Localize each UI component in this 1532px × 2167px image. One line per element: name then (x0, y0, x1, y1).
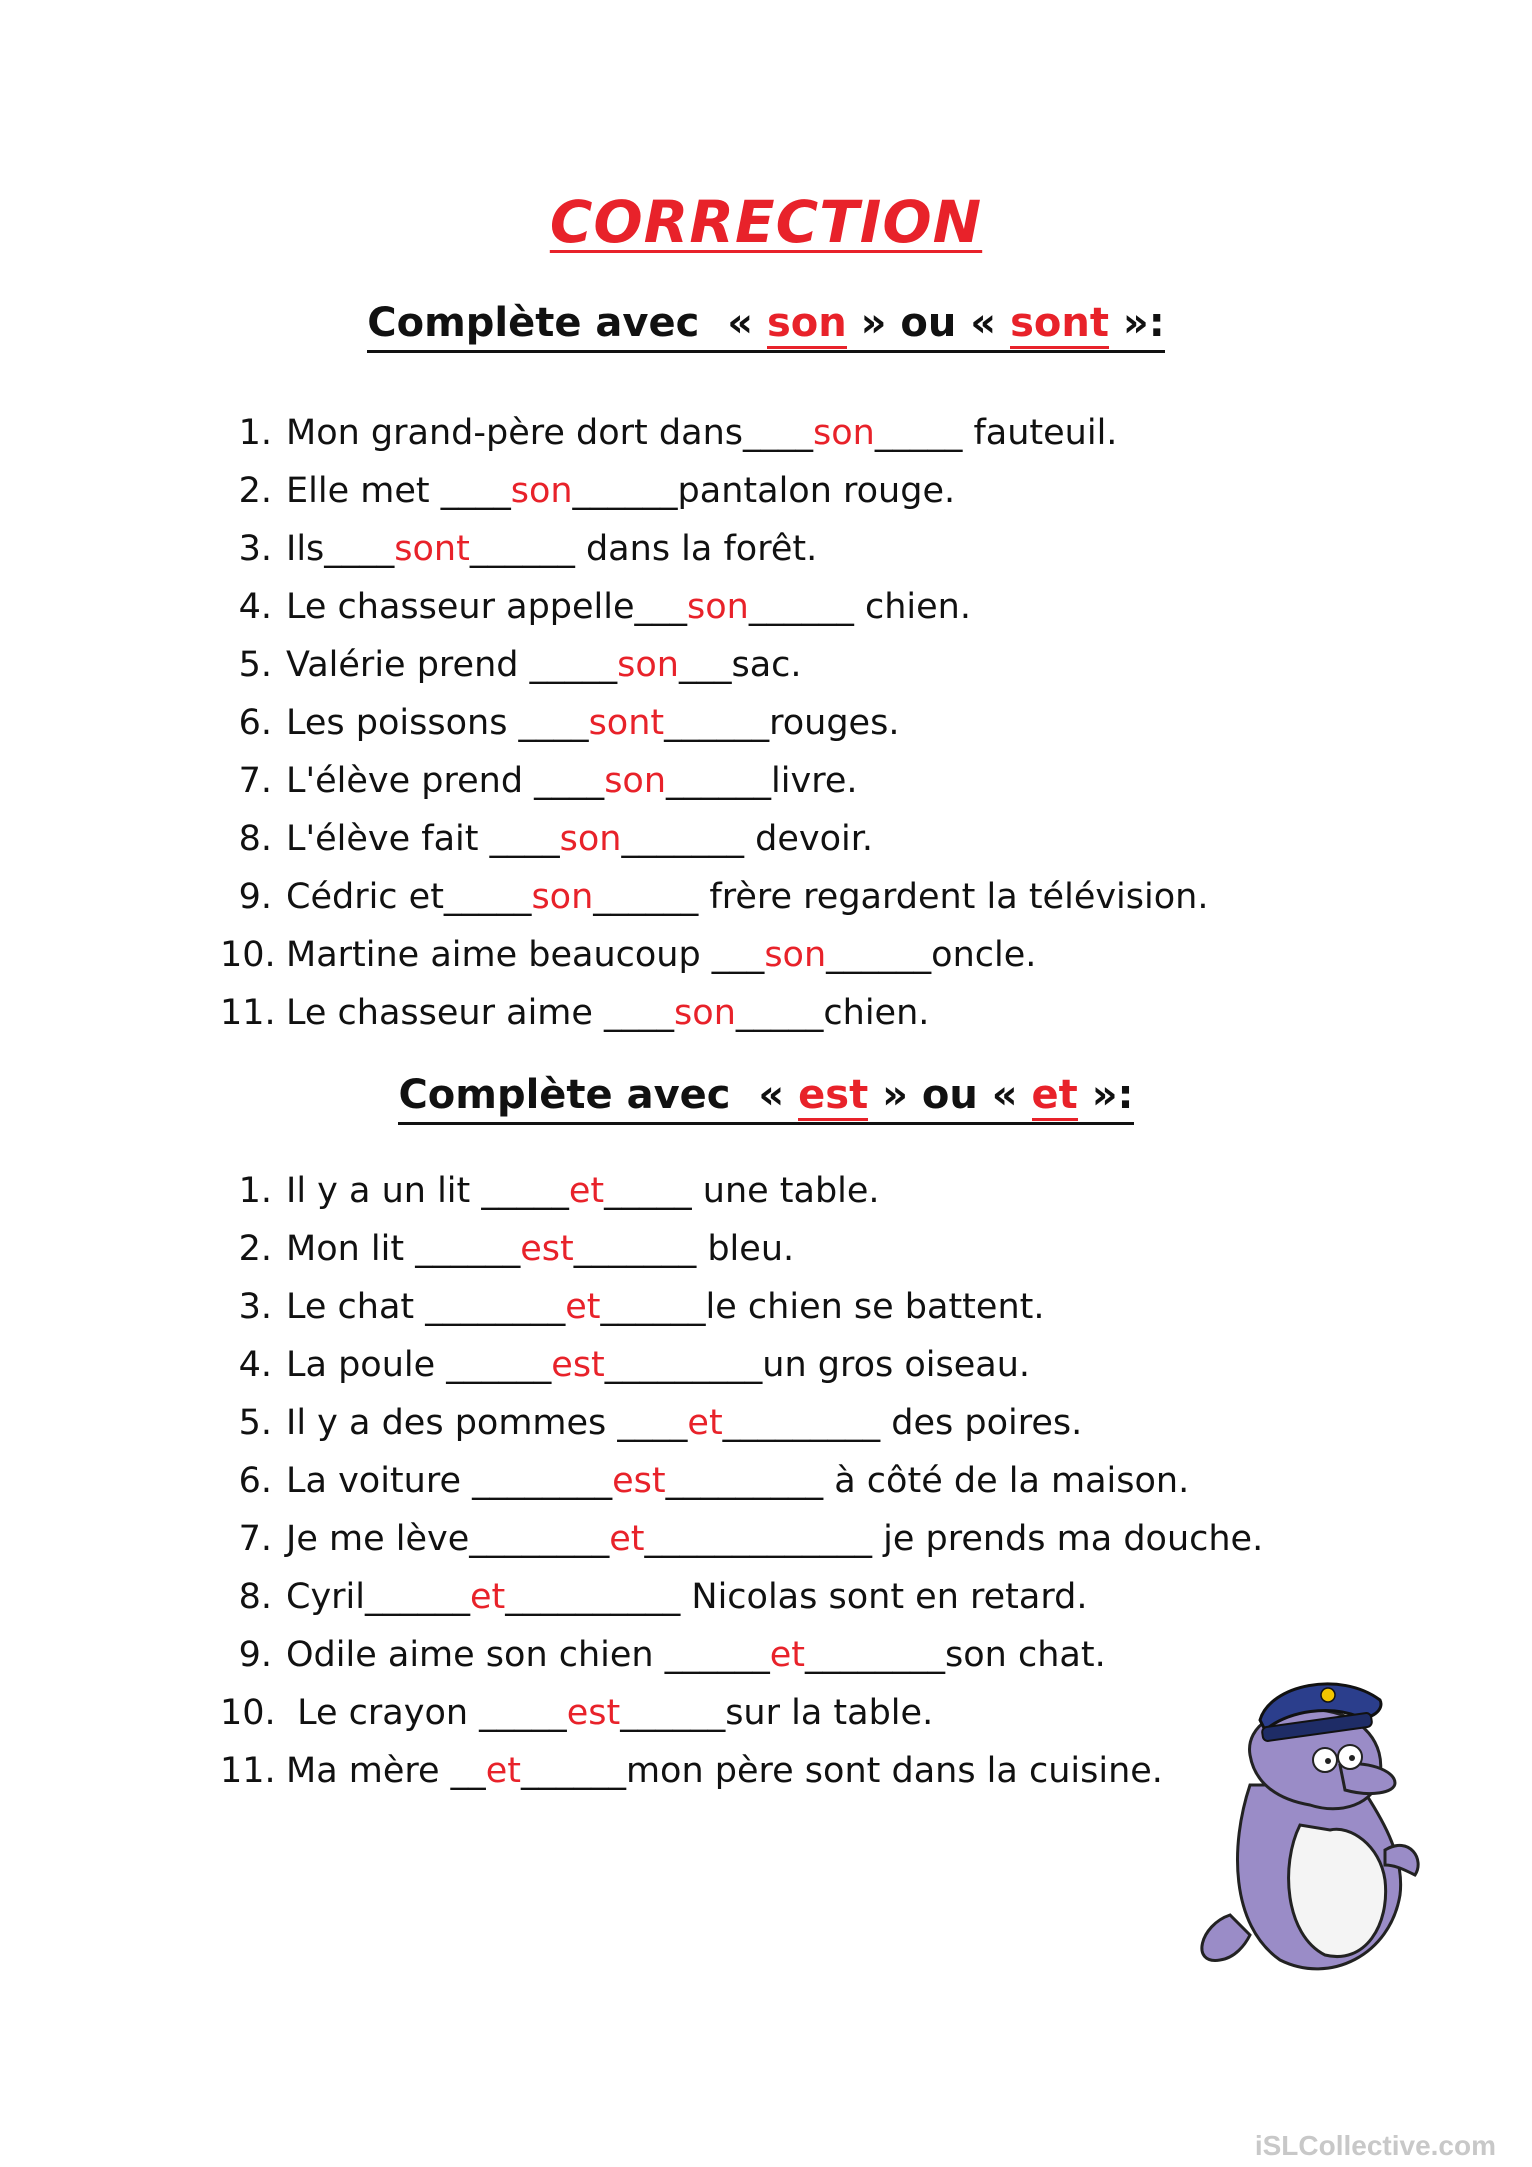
exercise-item (220, 1684, 1263, 1742)
item-answer: est (520, 1229, 574, 1269)
item-text-after: __________ Nicolas sont en retard. (505, 1577, 1088, 1617)
item-text-before: Elle met ____ (286, 471, 511, 511)
item-number: 1. (238, 413, 272, 453)
item-text-after: _____ une table. (604, 1171, 880, 1211)
exercise-item (220, 636, 1208, 694)
item-text-before: Valérie prend _____ (286, 645, 618, 685)
item-answer: son (604, 761, 667, 801)
item-answer: son (687, 587, 749, 627)
exercise-item (220, 578, 1208, 636)
item-text-after: _______ devoir. (621, 819, 874, 859)
exercise-item (220, 694, 1208, 752)
item-answer: et (609, 1519, 645, 1559)
item-text-before: Ma mère __ (286, 1751, 486, 1791)
exercise-item (220, 868, 1208, 926)
item-text-before: Martine aime beaucoup ___ (286, 935, 765, 975)
item-text-after: _____ fauteuil. (874, 413, 1118, 453)
exercise-item (220, 1394, 1263, 1452)
exercise-item (220, 1568, 1263, 1626)
exercise-list-2 (220, 1162, 1263, 1800)
item-text-after: ______rouges. (664, 703, 900, 743)
item-answer: et (470, 1577, 506, 1617)
item-number: 3. (238, 1287, 272, 1327)
item-text-before: Odile aime son chien ______ (286, 1635, 770, 1675)
item-number: 8. (238, 819, 272, 859)
item-number: 6. (238, 1461, 272, 1501)
item-answer: et (687, 1403, 723, 1443)
item-number: 5. (238, 645, 272, 685)
section-1-heading: Complète avec « son » ou « sont »: (0, 300, 1532, 353)
section-2-heading: Complète avec « est » ou « et »: (0, 1072, 1532, 1125)
item-answer: et (769, 1635, 806, 1675)
item-text-before: L'élève prend ____ (286, 761, 605, 801)
item-text-after: ______livre. (666, 761, 858, 801)
item-answer: son (812, 413, 875, 453)
item-text-before: Le chat ________ (286, 1287, 566, 1327)
item-number: 6. (238, 703, 272, 743)
item-number: 10. (220, 935, 276, 975)
exercise-item (220, 520, 1208, 578)
item-text-before: L'élève fait ____ (286, 819, 560, 859)
item-text-before: La voiture ________ (286, 1461, 613, 1501)
item-number: 7. (238, 1519, 272, 1559)
exercise-item (220, 462, 1208, 520)
item-number: 11. (220, 1751, 276, 1791)
item-number: 8. (238, 1577, 272, 1617)
item-answer: son (674, 993, 736, 1033)
exercise-item (220, 404, 1208, 462)
item-number: 7. (238, 761, 272, 801)
exercise-item (220, 1220, 1263, 1278)
item-number: 5. (238, 1403, 272, 1443)
item-text-before: Les poissons ____ (286, 703, 589, 743)
item-text-after: ______pantalon rouge. (572, 471, 956, 511)
item-text-before: Mon lit ______ (286, 1229, 521, 1269)
item-answer: son (764, 935, 827, 975)
item-answer: et (568, 1171, 605, 1211)
item-number: 11. (220, 993, 276, 1033)
item-answer: est (566, 1693, 621, 1733)
item-answer: est (612, 1461, 666, 1501)
item-number: 1. (238, 1171, 272, 1211)
item-text-after: ________son chat. (805, 1635, 1106, 1675)
exercise-item (220, 926, 1208, 984)
item-text-after: _____chien. (735, 993, 930, 1033)
item-number: 3. (238, 529, 272, 569)
item-text-before: Le crayon _____ (286, 1693, 567, 1733)
item-text-before: Il y a des pommes ____ (286, 1403, 688, 1443)
item-text-before: Mon grand-père dort dans____ (286, 413, 813, 453)
page-title: CORRECTION (549, 188, 983, 256)
item-text-after: _________ des poires. (722, 1403, 1083, 1443)
item-text-after: _________un gros oiseau. (604, 1345, 1031, 1385)
item-answer: est (551, 1345, 605, 1385)
item-text-before: La poule ______ (286, 1345, 552, 1385)
item-text-after: ______ chien. (748, 587, 971, 627)
exercise-item (220, 984, 1208, 1042)
item-number: 10. (220, 1693, 276, 1733)
item-text-after: ______le chien se battent. (600, 1287, 1045, 1327)
item-answer: son (510, 471, 573, 511)
exercise-item (220, 1452, 1263, 1510)
item-text-before: Cyril______ (286, 1577, 470, 1617)
item-text-after: ______ dans la forêt. (469, 529, 818, 569)
item-answer: sont (394, 529, 470, 569)
item-number: 4. (238, 587, 272, 627)
item-text-before: Le chasseur aime ____ (286, 993, 675, 1033)
exercise-item (220, 752, 1208, 810)
item-text-before: Il y a un lit _____ (286, 1171, 569, 1211)
item-text-after: ______oncle. (826, 935, 1037, 975)
exercise-item (220, 1162, 1263, 1220)
item-text-before: Le chasseur appelle___ (286, 587, 688, 627)
item-answer: son (617, 645, 679, 685)
item-answer: et (485, 1751, 521, 1791)
exercise-item (220, 1336, 1263, 1394)
item-text-after: _____________ je prends ma douche. (644, 1519, 1264, 1559)
item-text-before: Je me lève________ (286, 1519, 610, 1559)
item-answer: son (559, 819, 622, 859)
item-number: 4. (238, 1345, 272, 1385)
item-text-after: _______ bleu. (573, 1229, 795, 1269)
item-number: 9. (238, 877, 272, 917)
item-text-before: Ils____ (286, 529, 395, 569)
item-answer: sont (588, 703, 665, 743)
item-number: 9. (238, 1635, 272, 1675)
item-text-before: Cédric et_____ (286, 877, 532, 917)
item-answer: son (531, 877, 594, 917)
watermark: iSLCollective.com (1254, 2130, 1496, 2161)
exercise-item (220, 1626, 1263, 1684)
exercise-item (220, 810, 1208, 868)
exercise-item (220, 1510, 1263, 1568)
item-text-after: ______ frère regardent la télévision. (593, 877, 1209, 917)
item-text-after: ______mon père sont dans la cuisine. (520, 1751, 1163, 1791)
exercise-item (220, 1278, 1263, 1336)
dolphin-illustration (1190, 1665, 1430, 1985)
item-number: 2. (238, 471, 272, 511)
item-number: 2. (238, 1229, 272, 1269)
item-text-after: _________ à côté de la maison. (665, 1461, 1190, 1501)
item-text-after: ______sur la table. (620, 1693, 934, 1733)
item-text-after: ___sac. (678, 645, 802, 685)
exercise-item (220, 1742, 1263, 1800)
exercise-list-1 (220, 404, 1208, 1042)
item-answer: et (565, 1287, 601, 1327)
